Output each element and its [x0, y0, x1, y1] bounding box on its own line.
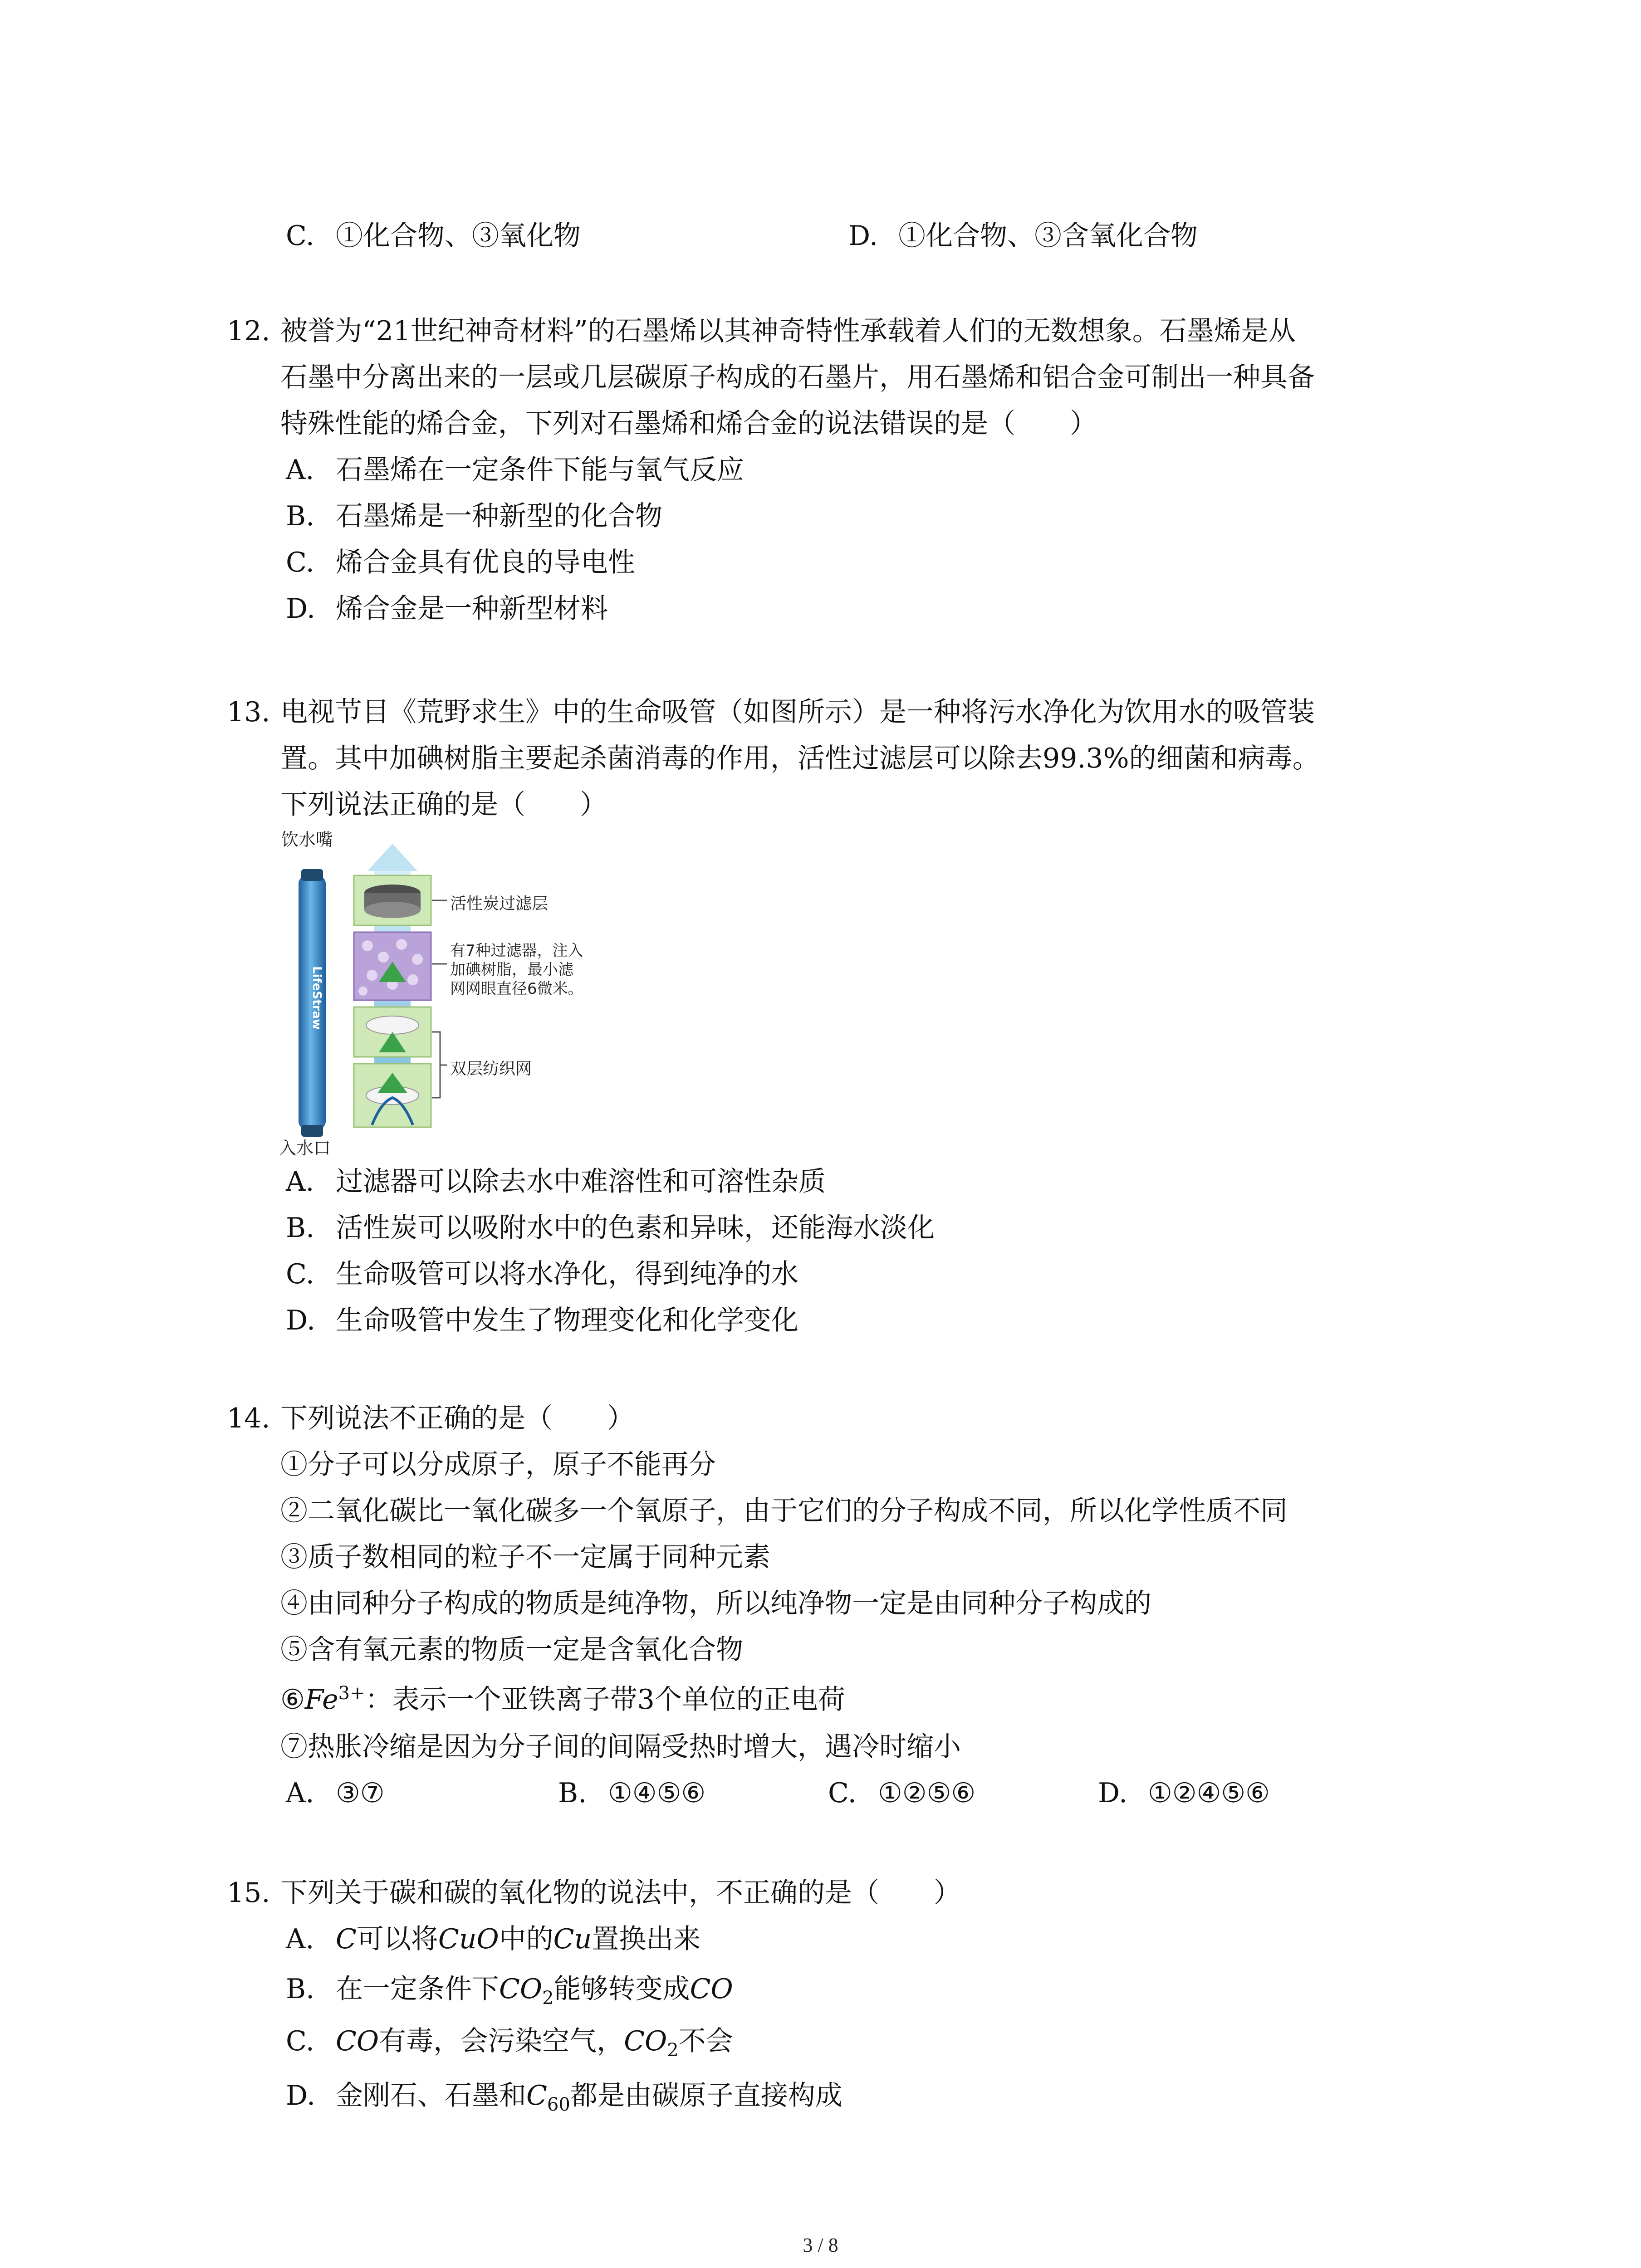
option-letter: B. [286, 1973, 315, 2005]
q13-stem-line-3: 下列说法正确的是（ ） [280, 789, 607, 821]
option-text: ①②⑤⑥ [878, 1777, 976, 1809]
formula-subscript: 2 [667, 2040, 679, 2061]
option-letter: A. [286, 454, 314, 486]
q14-statement-1: ①分子可以分成原子，原子不能再分 [280, 1449, 716, 1481]
option-letter: D. [286, 1305, 316, 1336]
question-number: 14. [227, 1403, 270, 1434]
q14-statement-7: ⑦热胀冷缩是因为分子间的间隔受热时增大，遇冷时缩小 [280, 1731, 961, 1763]
q12-option-c [286, 544, 635, 581]
ion-formula: Fe [304, 1684, 338, 1716]
option-letter: C. [286, 1258, 314, 1290]
option-text: 有毒，会污染空气， [379, 2025, 624, 2057]
label-double-mesh: 双层纺织网 [450, 1060, 532, 1078]
q15-option-d [286, 2077, 843, 2114]
option-text: 中的 [499, 1923, 554, 1955]
option-text: ①化合物、③含氧化合物 [898, 220, 1198, 252]
option-text: 过滤器可以除去水中难溶性和可溶性杂质 [336, 1166, 826, 1198]
q14-statement-5: ⑤含有氧元素的物质一定是含氧化合物 [280, 1634, 743, 1666]
stem-text: 被誉为“21世纪神奇材料”的石墨烯以其神奇特性承载着人们的无数想象。石墨烯是从 [280, 315, 1296, 347]
option-letter: D. [286, 593, 316, 625]
option-letter: D. [1098, 1777, 1128, 1809]
option-letter: B. [558, 1777, 587, 1809]
q12-stem-line-2: 石墨中分离出来的一层或几层碳原子构成的石墨片，用石墨烯和铝合金可制出一种具备 [280, 362, 1315, 393]
stem-text: 下列关于碳和碳的氧化物的说法中，不正确的是（ ） [280, 1877, 961, 1909]
question-number: 12. [227, 315, 270, 347]
q12-stem-line-1 [227, 313, 1296, 349]
q15-option-a [286, 1921, 700, 1957]
option-text: 在一定条件下 [336, 1973, 499, 2005]
mesh-layer-lower [354, 1064, 431, 1127]
carbon-filter-layer [354, 875, 431, 925]
q14-statement-4: ④由同种分子构成的物质是纯净物，所以纯净物一定是由同种分子构成的 [280, 1588, 1151, 1619]
leader-lines [432, 900, 447, 1098]
q11-option-c [286, 218, 581, 254]
option-text: 活性炭可以吸附水中的色素和异味，还能海水淡化 [336, 1212, 935, 1244]
mesh-layer-upper [354, 1007, 431, 1057]
formula: C [526, 2080, 547, 2112]
q13-stem-line-1 [227, 694, 1315, 730]
q14-option-a [286, 1775, 385, 1811]
option-text: ③⑦ [336, 1777, 385, 1809]
label-carbon-filter: 活性炭过滤层 [450, 894, 549, 913]
formula: CO [690, 1973, 733, 2005]
q12-stem-line-3: 特殊性能的烯合金，下列对石墨烯和烯合金的说法错误的是（ ） [280, 408, 1097, 440]
q15-option-c [286, 2023, 733, 2059]
straw-body [299, 869, 326, 1137]
option-text: ①化合物、③氧化物 [336, 220, 581, 252]
formula: C [336, 1923, 357, 1955]
iodine-resin-filter [354, 932, 431, 1000]
option-letter: C. [828, 1777, 857, 1809]
formula-subscript: 2 [542, 1988, 554, 2009]
option-letter: D. [848, 220, 878, 252]
q13-stem-line-2: 置。其中加碘树脂主要起杀菌消毒的作用，活性过滤层可以除去99.3%的细菌和病毒。 [280, 743, 1320, 774]
label-mouthpiece: 饮水嘴 [281, 830, 333, 850]
option-letter: C. [286, 547, 314, 578]
q12-option-a [286, 452, 744, 488]
q12-option-d [286, 591, 608, 627]
stem-text: 电视节目《荒野求生》中的生命吸管（如图所示）是一种将污水净化为饮用水的吸管装 [280, 696, 1315, 728]
stem-text: 下列说法不正确的是（ ） [280, 1403, 634, 1434]
label-water-inlet: 入水口 [279, 1138, 331, 1158]
option-letter: A. [286, 1777, 314, 1809]
formula: CuO [438, 1923, 499, 1955]
option-letter: A. [286, 1923, 314, 1955]
q14-option-d [1098, 1775, 1270, 1811]
option-letter: B. [286, 1212, 315, 1244]
option-text: 生命吸管中发生了物理变化和化学变化 [336, 1305, 798, 1336]
page-number: 3 / 8 [803, 2234, 838, 2256]
question-number: 15. [227, 1877, 270, 1909]
statement-marker: ⑥ [280, 1684, 305, 1716]
q14-statement-2: ②二氧化碳比一氧化碳多一个氧原子，由于它们的分子构成不同，所以化学性质不同 [280, 1495, 1288, 1527]
option-text: 烯合金具有优良的导电性 [336, 547, 635, 578]
q14-option-c [828, 1775, 975, 1811]
label-resin-line-3: 网网眼直径6微米。 [450, 980, 583, 998]
option-letter: C. [286, 2025, 314, 2057]
q13-option-a [286, 1163, 826, 1200]
option-text: ①②④⑤⑥ [1148, 1777, 1270, 1809]
option-letter: D. [286, 2080, 316, 2112]
q14-statement-3: ③质子数相同的粒子不一定属于同种元素 [280, 1541, 770, 1573]
option-text: 金刚石、石墨和 [336, 2080, 526, 2112]
q12-option-b [286, 498, 662, 534]
option-text: ①④⑤⑥ [608, 1777, 706, 1809]
q14-option-b [558, 1775, 705, 1811]
ion-charge: 3+ [338, 1683, 365, 1704]
option-text: 石墨烯是一种新型的化合物 [336, 500, 662, 532]
q15-stem [227, 1875, 961, 1911]
q14-stem [227, 1400, 634, 1437]
q13-option-b [286, 1210, 935, 1246]
lifestraw-diagram [279, 826, 626, 1158]
option-text: 都是由碳原子直接构成 [570, 2080, 843, 2112]
option-text: 置换出来 [592, 1923, 701, 1955]
formula: CO [336, 2025, 379, 2057]
statement-text: ：表示一个亚铁离子带3个单位的正电荷 [365, 1684, 845, 1716]
option-text: 生命吸管可以将水净化，得到纯净的水 [336, 1258, 798, 1290]
option-letter: B. [286, 500, 315, 532]
option-letter: A. [286, 1166, 314, 1198]
formula: CO [624, 2025, 667, 2057]
option-text: 可以将 [356, 1923, 438, 1955]
q14-statement-6 [280, 1681, 845, 1718]
q15-option-b [286, 1971, 733, 2007]
q13-option-d [286, 1302, 798, 1339]
option-letter: C. [286, 220, 314, 252]
formula: Cu [553, 1923, 592, 1955]
q13-option-c [286, 1256, 798, 1292]
svg-text:LifeStraw: LifeStraw [310, 966, 323, 1030]
formula-subscript: 60 [547, 2094, 570, 2115]
q11-option-d [848, 218, 1198, 254]
label-resin-line-1: 有7种过滤器，注入 [450, 942, 583, 960]
formula: CO [499, 1973, 543, 2005]
option-text: 不会 [678, 2025, 733, 2057]
option-text: 烯合金是一种新型材料 [336, 593, 608, 625]
option-text: 石墨烯在一定条件下能与氧气反应 [336, 454, 744, 486]
option-text: 能够转变成 [554, 1973, 690, 2005]
label-resin-line-2: 加碘树脂，最小滤 [450, 961, 573, 979]
question-number: 13. [227, 696, 270, 728]
